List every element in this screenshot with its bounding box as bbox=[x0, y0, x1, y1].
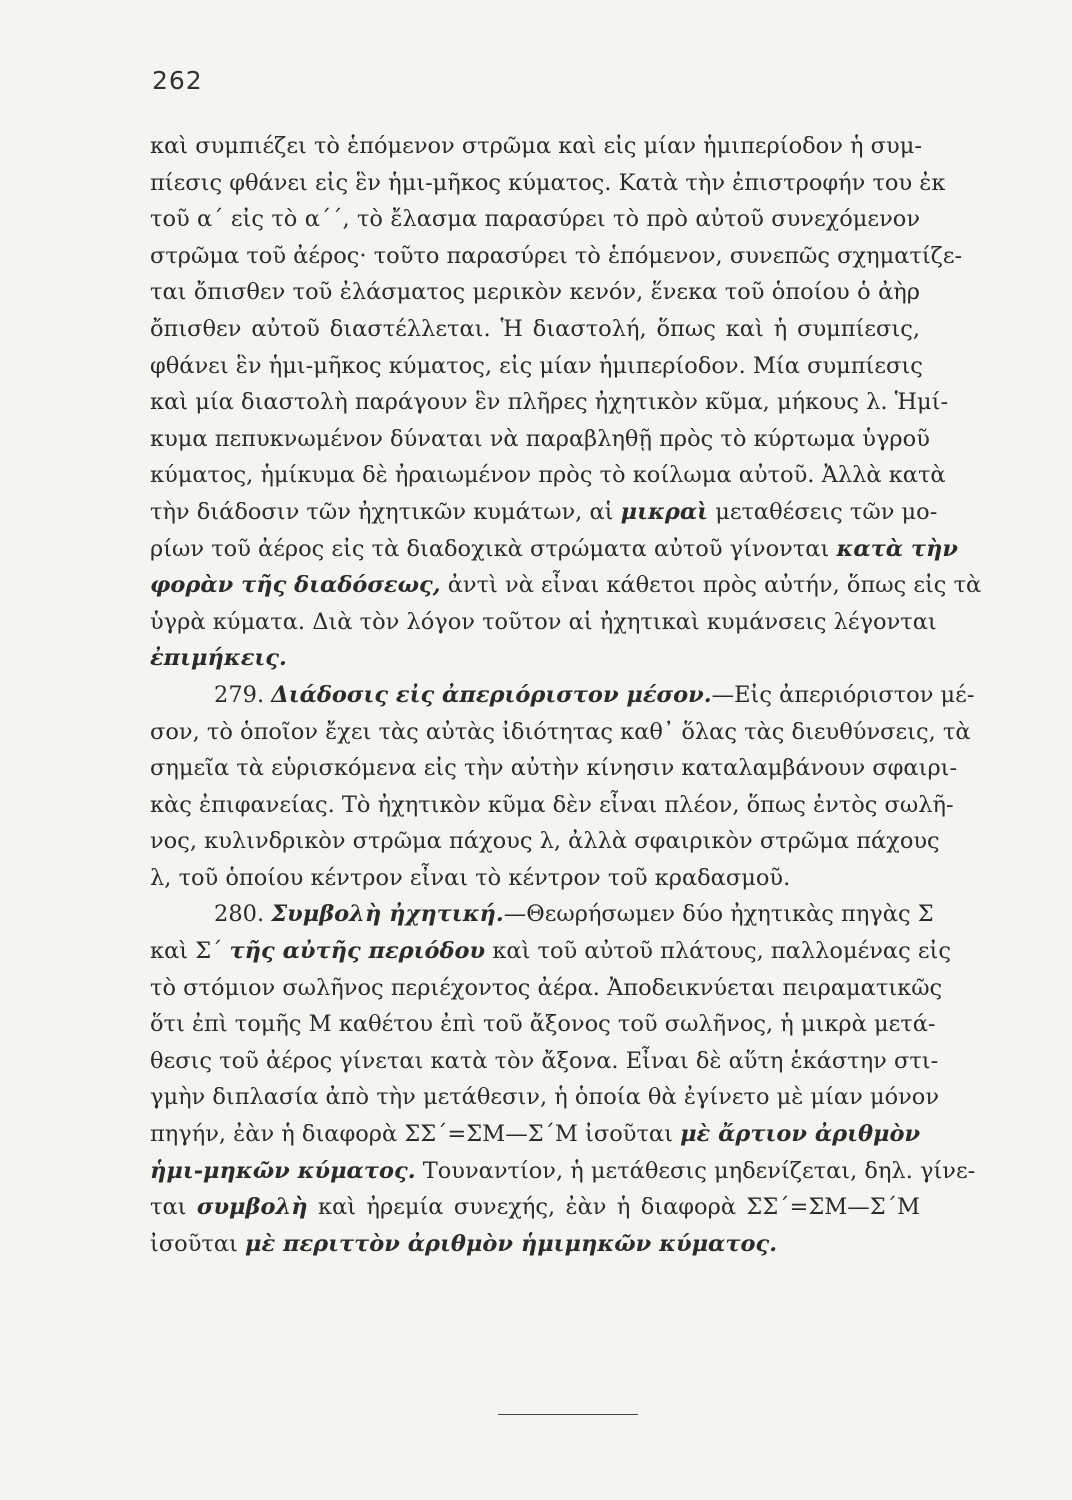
text-line bbox=[150, 1116, 920, 1153]
emphasized-term: κατὰ τὴν bbox=[836, 535, 959, 562]
text-line bbox=[150, 494, 938, 531]
text-line bbox=[150, 165, 946, 202]
text-segment: ται ὄπισθεν τοῦ ἐλάσματος μερικὸν κενόν, ἕνεκα τοῦ ὁποίου ὁ ἀὴρ bbox=[150, 279, 920, 306]
text-segment: θεσις τοῦ ἀέρος γίνεται κατὰ τὸν ἄξονα. Εἶναι δὲ αὕτη ἑκάστην στι- bbox=[150, 1047, 939, 1074]
text-segment: καὶ τοῦ αὐτοῦ πλάτους, παλλομένας εἰς bbox=[485, 938, 951, 965]
text-segment: καὶ ἠρεμία συνεχής, ἐὰν ἡ διαφορὰ ΣΣ΄=ΣΜ—Σ΄Μ bbox=[307, 1194, 920, 1221]
emphasized-term: τῆς αὐτῆς περιόδου bbox=[229, 938, 486, 965]
text-line bbox=[150, 457, 946, 494]
emphasized-term: Διάδοσις εἰς ἀπεριόριστον μέσον. bbox=[271, 681, 712, 708]
text-segment: καὶ Σ΄ bbox=[150, 938, 230, 965]
text-segment: φθάνει ἓν ἡμι-μῆκος κύματος, εἰς μίαν ἡμιπερίοδον. Μία συμπίεσις bbox=[150, 352, 923, 379]
text-segment: τοῦ α΄ εἰς τὸ α΄΄, τὸ ἔλασμα παρασύρει τὸ πρὸ αὐτοῦ συνεχόμενον bbox=[150, 206, 920, 233]
text-segment: γμὴν διπλασία ἀπὸ τὴν μετάθεσιν, ἡ ὁποία θὰ ἐγίνετο μὲ μίαν μόνον bbox=[150, 1084, 940, 1111]
text-line bbox=[150, 860, 920, 897]
emphasized-term: μὲ ἄρτιον ἀριθμὸν bbox=[680, 1121, 921, 1148]
body-text bbox=[150, 128, 982, 1262]
text-segment: ἀντὶ νὰ εἶναι κάθετοι πρὸς αὐτήν, ὅπως εἰς τὰ bbox=[440, 572, 982, 599]
text-segment: ρίων τοῦ ἀέρος εἰς τὰ διαδοχικὰ στρώματα αὐτοῦ γίνονται bbox=[150, 535, 837, 562]
text-line bbox=[150, 933, 951, 970]
text-line bbox=[150, 1153, 976, 1190]
emphasized-term: μικραὶ bbox=[620, 498, 709, 525]
emphasized-term: Συμβολὴ ἠχητική. bbox=[271, 901, 504, 928]
text-line bbox=[150, 238, 963, 275]
text-segment: πίεσις φθάνει εἰς ἓν ἡμι-μῆκος κύματος. Κατὰ τὴν ἐπιστροφήν του ἐκ bbox=[150, 169, 946, 196]
text-line bbox=[150, 274, 920, 311]
text-line bbox=[150, 128, 920, 165]
text-segment: καὶ μία διαστολὴ παράγουν ἓν πλῆρες ἠχητικὸν κῦμα, μήκους λ. Ἡμί- bbox=[150, 389, 949, 416]
text-line bbox=[150, 384, 949, 421]
text-segment: —Εἰς ἀπεριόριστον μέ- bbox=[711, 681, 975, 708]
text-segment: ται bbox=[150, 1194, 197, 1221]
text-line bbox=[150, 567, 982, 604]
text-line bbox=[150, 311, 920, 348]
text-segment: σημεῖα τὰ εὑρισκόμενα εἰς τὴν αὐτὴν κίνησιν καταλαμβάνουν σφαιρι- bbox=[150, 755, 958, 782]
text-line bbox=[150, 896, 934, 933]
emphasized-term: μὲ περιττὸν ἀριθμὸν ἡμιμηκῶν κύματος. bbox=[245, 1230, 778, 1257]
text-line bbox=[150, 970, 943, 1007]
emphasized-term: συμβολὴ bbox=[196, 1194, 308, 1221]
text-line bbox=[150, 750, 958, 787]
text-line bbox=[150, 677, 975, 714]
text-line bbox=[150, 604, 937, 641]
text-line bbox=[150, 421, 930, 458]
text-segment: ὄπισθεν αὐτοῦ διαστέλλεται. Ἡ διαστολή, ὅπως καὶ ἡ συμπίεσις, bbox=[150, 315, 920, 342]
text-line bbox=[150, 348, 923, 385]
text-line bbox=[150, 1079, 940, 1116]
text-line bbox=[150, 714, 971, 751]
emphasized-term: ἐπιμήκεις. bbox=[150, 645, 287, 672]
text-segment: κυμα πεπυκνωμένον δύναται νὰ παραβληθῇ πρὸς τὸ κύρτωμα ὑγροῦ bbox=[150, 425, 930, 452]
text-segment: καὶ συμπιέζει τὸ ἑπόμενον στρῶμα καὶ εἰς μίαν ἡμιπερίοδον ἡ συμ- bbox=[150, 133, 922, 159]
text-segment: τὴν διάδοσιν τῶν ἠχητικῶν κυμάτων, αἱ bbox=[150, 498, 621, 525]
page-number: 262 bbox=[152, 66, 203, 95]
emphasized-term: φορὰν τῆς διαδόσεως, bbox=[150, 572, 441, 599]
text-segment: κύματος, ἡμίκυμα δὲ ἠραιωμένον πρὸς τὸ κοίλωμα αὐτοῦ. Ἀλλὰ κατὰ bbox=[150, 462, 946, 489]
text-line bbox=[150, 1189, 920, 1226]
text-segment: νος, κυλινδρικὸν στρῶμα πάχους λ, ἀλλὰ σφαιρικὸν στρῶμα πάχους bbox=[150, 828, 940, 855]
text-line bbox=[150, 1006, 936, 1043]
text-line bbox=[150, 1226, 920, 1263]
text-segment: λ, τοῦ ὁποίου κέντρον εἶναι τὸ κέντρον τοῦ κραδασμοῦ. bbox=[150, 864, 791, 891]
text-segment: Τουναντίον, ἡ μετάθεσις μηδενίζεται, δηλ. γίνε- bbox=[415, 1157, 976, 1184]
text-segment: τὸ στόμιον σωλῆνος περιέχοντος ἀέρα. Ἀποδεικνύεται πειραματικῶς bbox=[150, 974, 943, 1001]
text-segment: ὅτι ἐπὶ τομῆς Μ καθέτου ἐπὶ τοῦ ἄξονος τοῦ σωλῆνος, ἡ μικρὰ μετά- bbox=[150, 1011, 936, 1038]
text-line bbox=[150, 640, 920, 677]
text-segment: —Θεωρήσωμεν δύο ἠχητικὰς πηγὰς Σ bbox=[503, 901, 934, 928]
text-line bbox=[150, 787, 954, 824]
text-segment: 279. bbox=[214, 681, 272, 708]
text-segment: ὑγρὰ κύματα. Διὰ τὸν λόγον τοῦτον αἱ ἠχητικαὶ κυμάνσεις λέγονται bbox=[150, 608, 937, 635]
text-line bbox=[150, 201, 920, 238]
text-segment: μεταθέσεις τῶν μο- bbox=[708, 498, 938, 525]
text-segment: σον, τὸ ὁποῖον ἔχει τὰς αὐτὰς ἰδιότητας καθ᾿ ὅλας τὰς διευθύνσεις, τὰ bbox=[150, 718, 971, 745]
footer-rule bbox=[498, 1414, 638, 1415]
emphasized-term: ἡμι-μηκῶν κύματος. bbox=[150, 1157, 416, 1184]
text-segment: κὰς ἐπιφανείας. Τὸ ἠχητικὸν κῦμα δὲν εἶναι πλέον, ὅπως ἐντὸς σωλῆ- bbox=[150, 791, 954, 818]
text-segment: στρῶμα τοῦ ἀέρος· τοῦτο παρασύρει τὸ ἑπόμενον, συνεπῶς σχηματίζε- bbox=[150, 242, 963, 269]
text-line bbox=[150, 531, 959, 568]
text-line bbox=[150, 1043, 939, 1080]
text-line bbox=[150, 823, 940, 860]
text-segment: πηγήν, ἐὰν ἡ διαφορὰ ΣΣ΄=ΣΜ—Σ΄Μ ἰσοῦται bbox=[150, 1121, 681, 1148]
text-segment: 280. bbox=[214, 901, 272, 928]
text-segment: ἰσοῦται bbox=[150, 1230, 246, 1257]
